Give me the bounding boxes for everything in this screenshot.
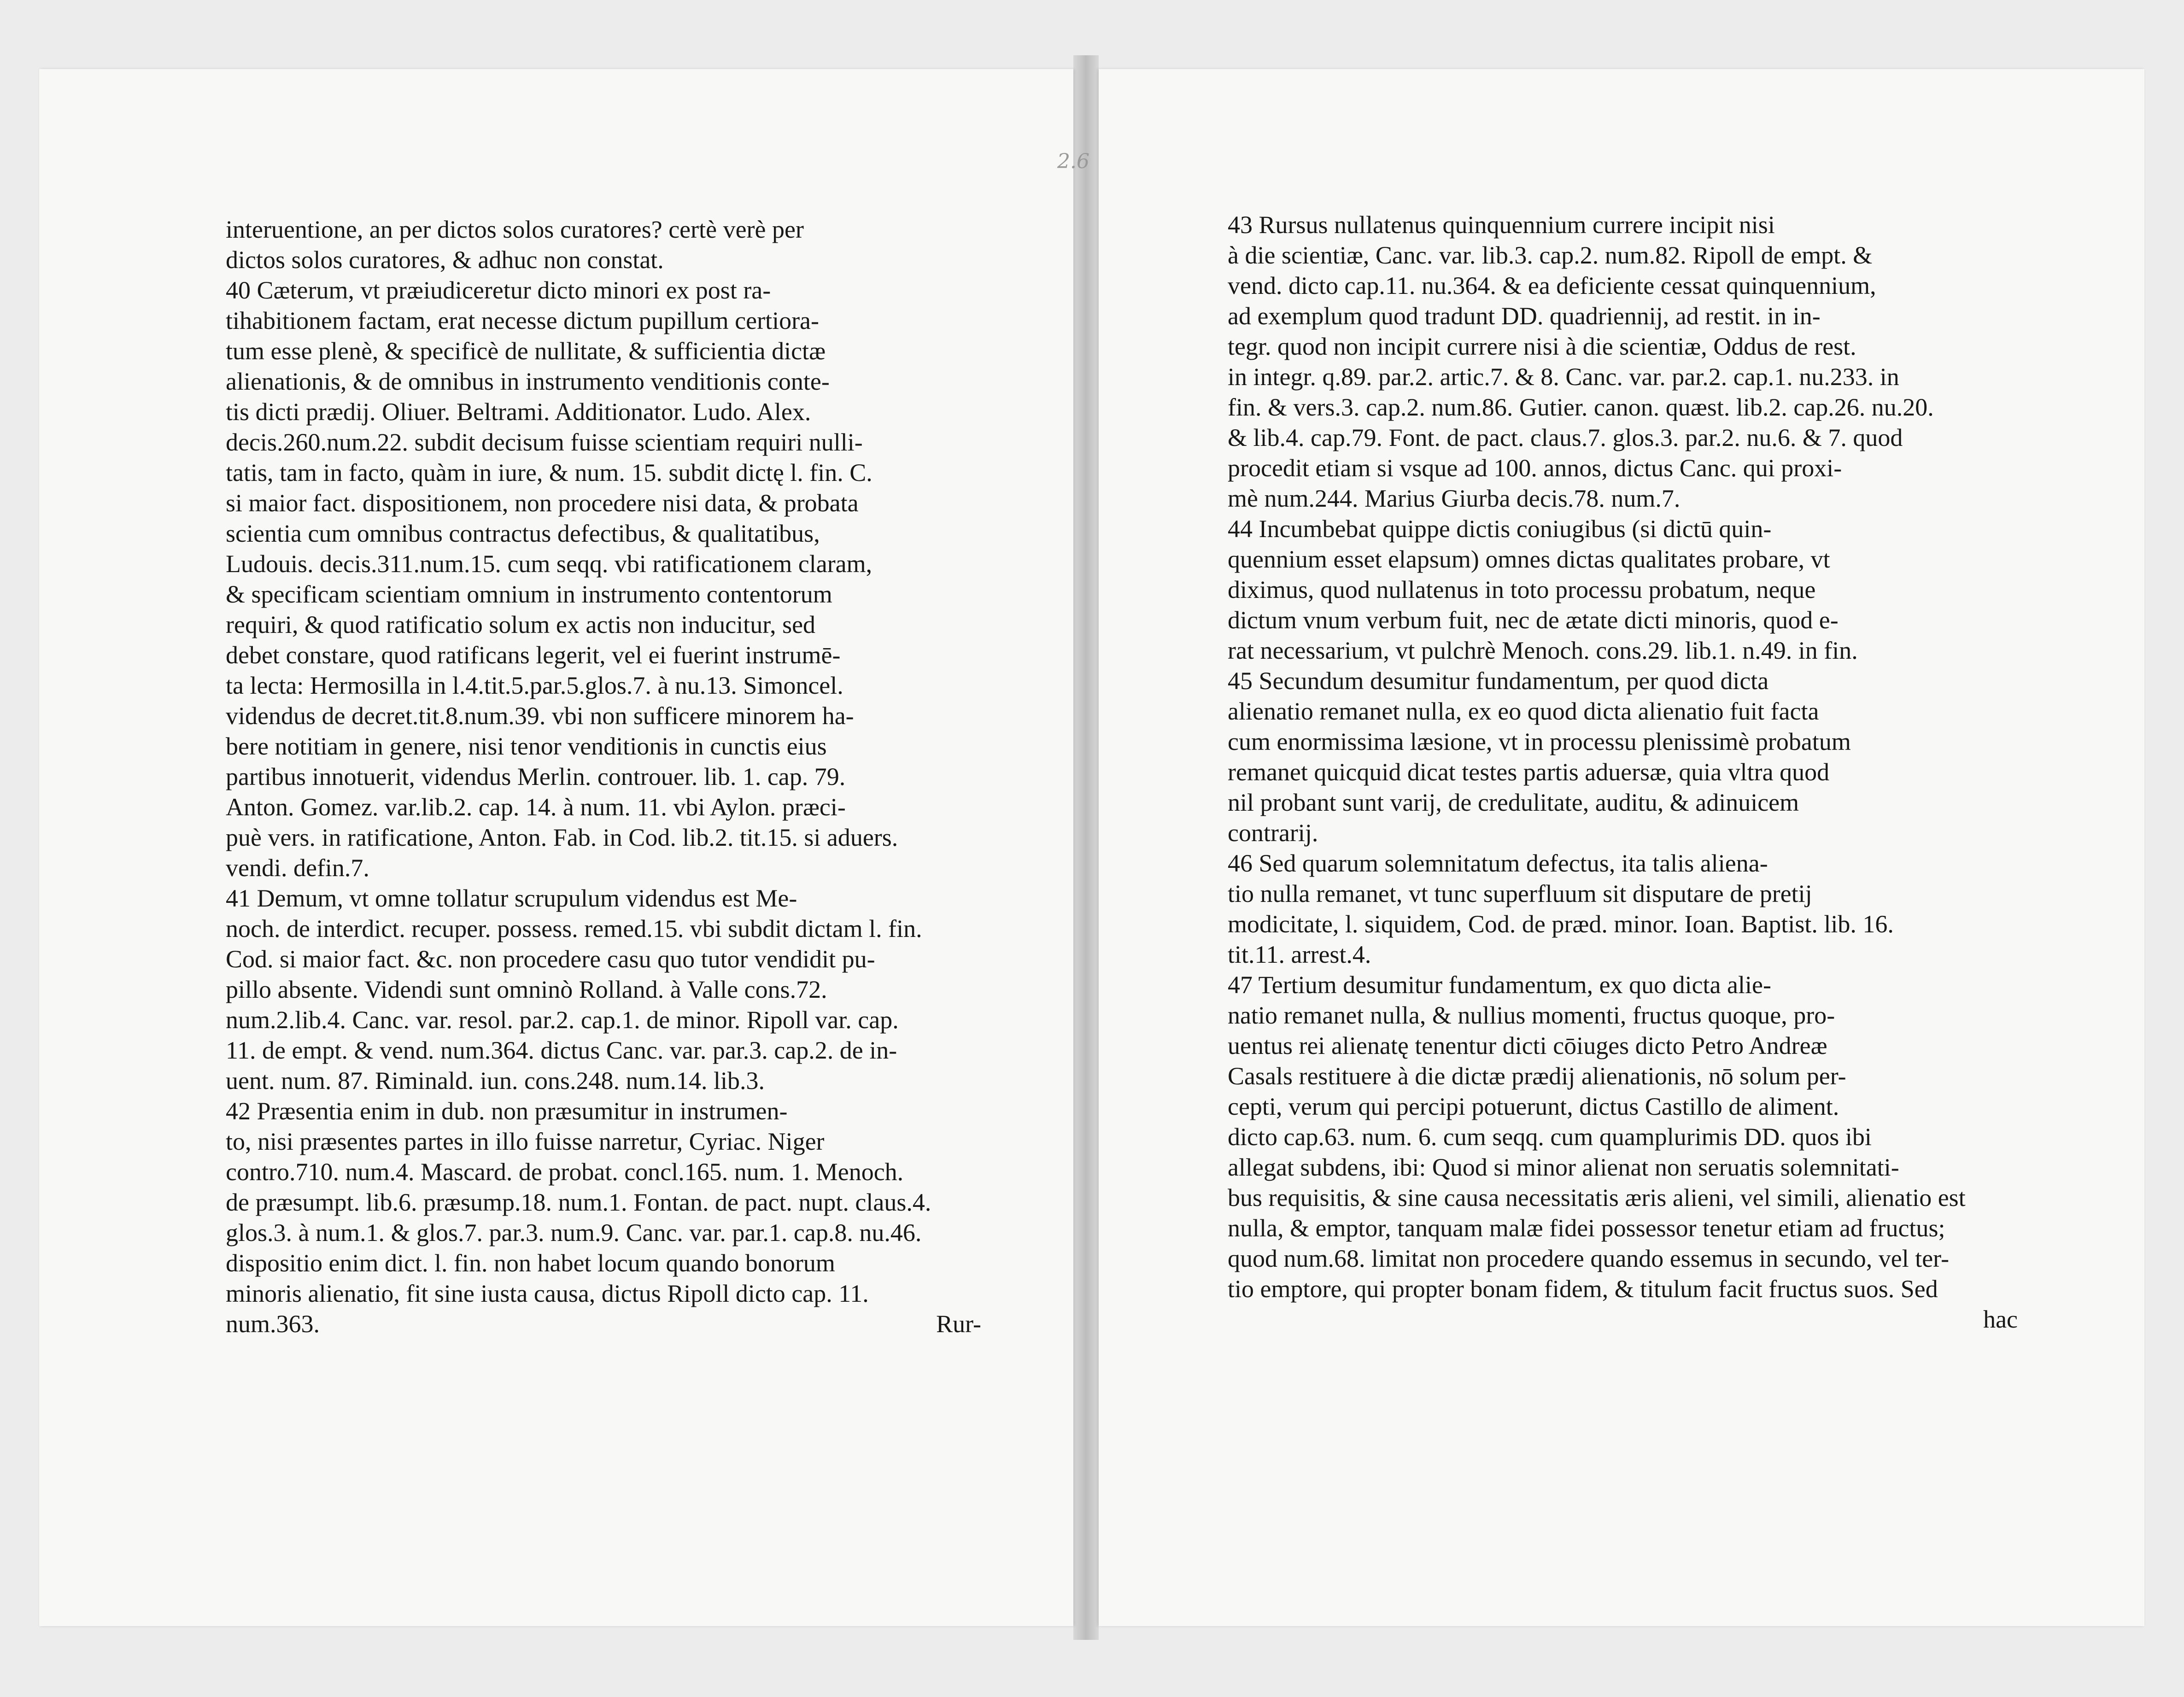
left-page (39, 69, 1089, 1626)
text-line: cum enormissima læsione, vt in processu plenissimè probatum (1228, 728, 1851, 755)
text-line: dicto cap.63. num. 6. cum seqq. cum quamplurimis DD. quos ibi (1228, 1123, 1872, 1151)
text-line: Ludouis. decis.311.num.15. cum seqq. vbi ratificationem claram, (226, 550, 872, 578)
text-line: natio remanet nulla, & nullius momenti, fructus quoque, pro- (1228, 1001, 1835, 1029)
text-line: de præsumpt. lib.6. præsump.18. num.1. Fontan. de pact. nupt. claus.4. (226, 1188, 931, 1216)
text-line: interuentione, an per dictos solos curatores? certè verè per (226, 216, 804, 243)
text-line: ta lecta: Hermosilla in l.4.tit.5.par.5.glos.7. à nu.13. Simoncel. (226, 672, 843, 699)
text-line: quod num.68. limitat non procedere quando essemus in secundo, vel ter- (1228, 1245, 1950, 1272)
text-line: pillo absente. Videndi sunt omninò Rolland. à Valle cons.72. (226, 976, 827, 1003)
left-corner-mark: 2.6 (1057, 150, 1089, 173)
text-line: tegr. quod non incipit currere nisi à die scientiæ, Oddus de rest. (1228, 333, 1856, 360)
text-line: tum esse plenè, & specificè de nullitate, & sufficientia dictæ (226, 337, 826, 365)
text-line: modicitate, l. siquidem, Cod. de præd. minor. Ioan. Baptist. lib. 16. (1228, 910, 1894, 938)
text-line: si maior fact. dispositionem, non procedere nisi data, & probata (226, 489, 859, 517)
text-line: videndus de decret.tit.8.num.39. vbi non sufficere minorem ha- (226, 702, 854, 730)
text-line: decis.260.num.22. subdit decisum fuisse scientiam requiri nulli- (226, 428, 863, 456)
text-line: 41 Demum, vt omne tollatur scrupulum videndus est Me- (226, 884, 797, 912)
text-line: fin. & vers.3. cap.2. num.86. Gutier. canon. quæst. lib.2. cap.26. nu.20. (1228, 393, 1934, 421)
text-line: tio nulla remanet, vt tunc superfluum sit disputare de pretij (1228, 880, 1812, 907)
text-line: alienationis, & de omnibus in instrumento venditionis conte- (226, 368, 830, 395)
text-line: bus requisitis, & sine causa necessitatis æris alieni, vel simili, alienatio est (1228, 1184, 1966, 1211)
text-line: uentus rei alienatę tenentur dicti cōiuges dicto Petro Andreæ (1228, 1032, 1827, 1059)
text-line: 44 Incumbebat quippe dictis coniugibus (si dictū quin- (1228, 515, 1772, 543)
text-line: & specificam scientiam omnium in instrumento contentorum (226, 580, 832, 608)
text-line: mè num.244. Marius Giurba decis.78. num.7. (1228, 485, 1680, 512)
text-line: diximus, quod nullatenus in toto processu probatum, neque (1228, 576, 1816, 603)
text-line: 42 Præsentia enim in dub. non præsumitur in instrumen- (226, 1097, 788, 1125)
text-line: 11. de empt. & vend. num.364. dictus Canc. var. par.3. cap.2. de in- (226, 1036, 897, 1064)
text-line: minoris alienatio, fit sine iusta causa, dictus Ripoll dicto cap. 11. (226, 1280, 869, 1307)
text-line: in integr. q.89. par.2. artic.7. & 8. Canc. var. par.2. cap.1. nu.233. in (1228, 363, 1899, 391)
text-line: vendi. defin.7. (226, 854, 369, 882)
text-line: to, nisi præsentes partes in illo fuisse narretur, Cyriac. Niger (226, 1128, 825, 1155)
text-line: contro.710. num.4. Mascard. de probat. concl.165. num. 1. Menoch. (226, 1158, 904, 1186)
book-gutter (1073, 55, 1099, 1640)
text-line: dictum vnum verbum fuit, nec de ætate dicti minoris, quod e- (1228, 606, 1839, 634)
right-page (1099, 69, 2144, 1626)
text-line: alienatio remanet nulla, ex eo quod dicta alienatio fuit facta (1228, 697, 1819, 725)
text-line: vend. dicto cap.11. nu.364. & ea deficiente cessat quinquennium, (1228, 272, 1876, 299)
text-line: debet constare, quod ratificans legerit, vel ei fuerint instrumē- (226, 641, 841, 669)
catchword: Rur- (936, 1310, 981, 1338)
text-line: Cod. si maior fact. &c. non procedere casu quo tutor vendidit pu- (226, 945, 875, 973)
text-line: tit.11. arrest.4. (1228, 941, 1371, 968)
text-line: tatis, tam in facto, quàm in iure, & num. 15. subdit dictę l. fin. C. (226, 459, 872, 486)
text-line: 43 Rursus nullatenus quinquennium currere incipit nisi (1228, 211, 1775, 239)
text-line: scientia cum omnibus contractus defectibus, & qualitatibus, (226, 520, 820, 547)
text-line: procedit etiam si vsque ad 100. annos, dictus Canc. qui proxi- (1228, 454, 1842, 482)
text-line: nulla, & emptor, tanquam malæ fidei possessor tenetur etiam ad fructus; (1228, 1214, 1945, 1242)
text-line: 45 Secundum desumitur fundamentum, per quod dicta (1228, 667, 1769, 695)
text-line: cepti, verum qui percipi potuerunt, dictus Castillo de aliment. (1228, 1093, 1839, 1120)
text-line: uent. num. 87. Riminald. iun. cons.248. num.14. lib.3. (226, 1067, 765, 1094)
text-line: puè vers. in ratificatione, Anton. Fab. in Cod. lib.2. tit.15. si aduers. (226, 824, 898, 851)
text-line: dispositio enim dict. l. fin. non habet locum quando bonorum (226, 1249, 835, 1277)
text-line: num.2.lib.4. Canc. var. resol. par.2. cap.1. de minor. Ripoll var. cap. (226, 1006, 899, 1034)
text-line: contrarij. (1228, 819, 1318, 847)
text-line: à die scientiæ, Canc. var. lib.3. cap.2. num.82. Ripoll de empt. & (1228, 241, 1873, 269)
text-line: bere notitiam in genere, nisi tenor venditionis in cunctis eius (226, 732, 827, 760)
text-line: tio emptore, qui propter bonam fidem, & titulum facit fructus suos. Sed (1228, 1275, 1938, 1303)
catchword: hac (1983, 1305, 2018, 1333)
text-line: ad exemplum quod tradunt DD. quadriennij, ad restit. in in- (1228, 302, 1821, 330)
text-line: allegat subdens, ibi: Quod si minor alienat non seruatis solemnitati- (1228, 1153, 1899, 1181)
right-page-text (1228, 210, 2018, 1334)
text-line: tis dicti prædij. Oliuer. Beltrami. Additionator. Ludo. Alex. (226, 398, 811, 426)
text-line: rat necessarium, vt pulchrè Menoch. cons.29. lib.1. n.49. in fin. (1228, 637, 1858, 664)
text-line: 46 Sed quarum solemnitatum defectus, ita talis aliena- (1228, 849, 1768, 877)
text-line: num.363. (226, 1310, 320, 1338)
text-line: 47 Tertium desumitur fundamentum, ex quo dicta alie- (1228, 971, 1771, 999)
text-line: glos.3. à num.1. & glos.7. par.3. num.9. Canc. var. par.1. cap.8. nu.46. (226, 1219, 922, 1246)
text-line: 40 Cæterum, vt præiudiceretur dicto minori ex post ra- (226, 276, 771, 304)
text-line: Casals restituere à die dictæ prædij alienationis, nō solum per- (1228, 1062, 1846, 1090)
left-page-text (226, 214, 981, 1339)
text-line: tihabitionem factam, erat necesse dictum pupillum certiora- (226, 307, 820, 334)
text-line: remanet quicquid dicat testes partis aduersæ, quia vltra quod (1228, 758, 1830, 786)
text-line: nil probant sunt varij, de credulitate, auditu, & adinuicem (1228, 789, 1799, 816)
text-line: noch. de interdict. recuper. possess. remed.15. vbi subdit dictam l. fin. (226, 915, 922, 942)
text-line: partibus innotuerit, videndus Merlin. controuer. lib. 1. cap. 79. (226, 763, 846, 790)
text-line: Anton. Gomez. var.lib.2. cap. 14. à num. 11. vbi Aylon. præci- (226, 793, 846, 821)
text-line: & lib.4. cap.79. Font. de pact. claus.7. glos.3. par.2. nu.6. & 7. quod (1228, 424, 1903, 451)
text-line: requiri, & quod ratificatio solum ex actis non inducitur, sed (226, 611, 816, 638)
text-line: dictos solos curatores, & adhuc non constat. (226, 246, 664, 274)
text-line: quennium esset elapsum) omnes dictas qualitates probare, vt (1228, 545, 1830, 573)
